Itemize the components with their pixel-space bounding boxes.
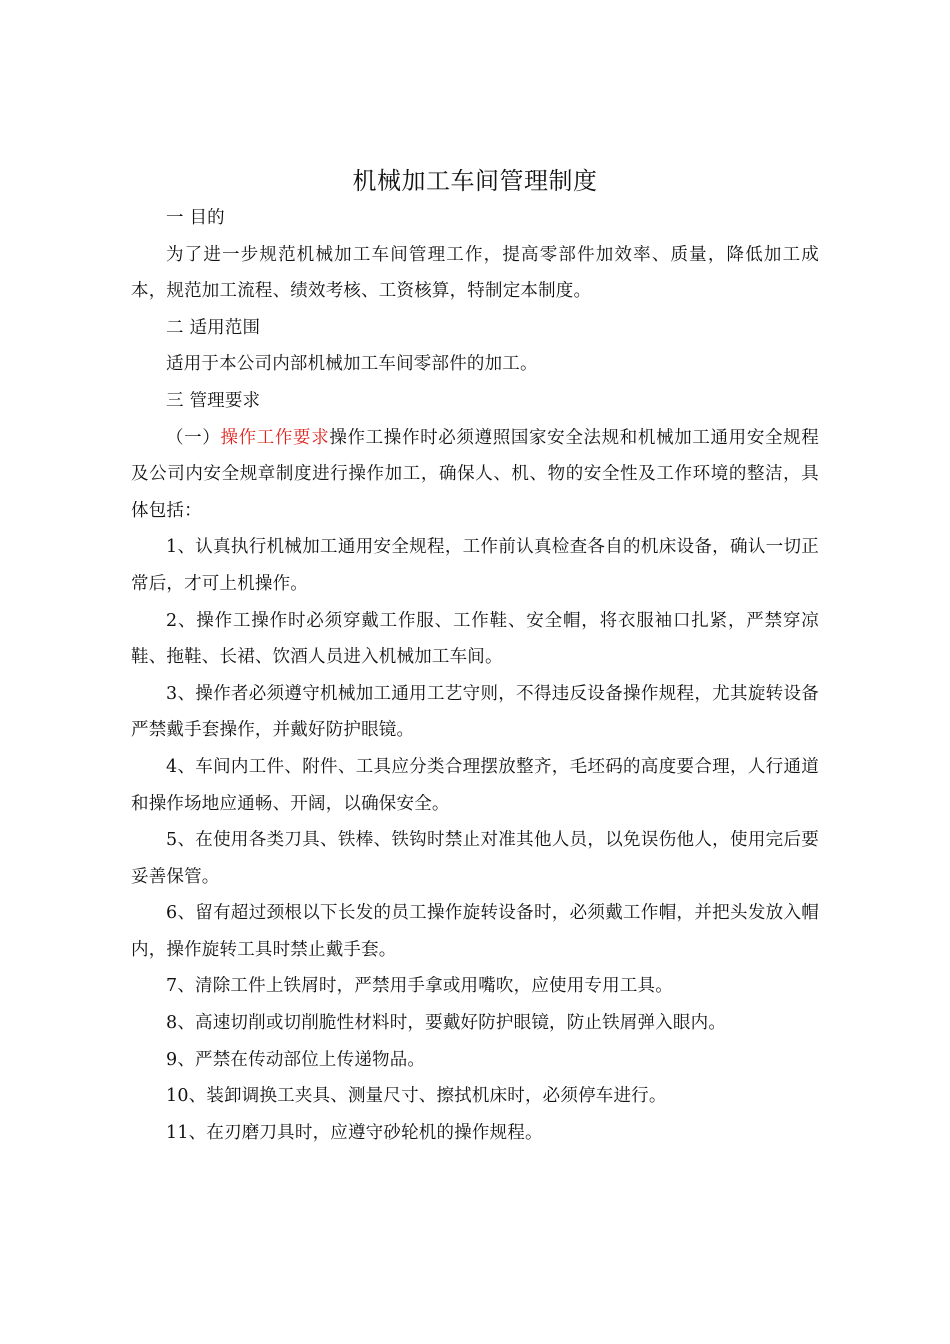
- subsection-prefix: （一）: [166, 427, 221, 448]
- list-item: 11、在刃磨刀具时，应遵守砂轮机的操作规程。: [166, 1122, 543, 1143]
- list-item: 2、操作工操作时必须穿戴工作服、工作鞋、安全帽，将衣服袖口扎紧，严禁穿凉鞋、拖鞋、长裙、饮酒人员进入机械加工车间。: [131, 610, 819, 668]
- document-title: 机械加工车间管理制度: [352, 167, 598, 195]
- list-item: 10、装卸调换工夹具、测量尺寸、擦拭机床时，必须停车进行。: [166, 1086, 667, 1107]
- list-item: 1、认真执行机械加工通用安全规程，工作前认真检查各自的机床设备，确认一切正常后，才可上机操作。: [131, 537, 819, 594]
- subsection-operation-requirements: [131, 420, 819, 530]
- section-body-purpose: 为了进一步规范机械加工车间管理工作，提高零部件加效率、质量，降低加工成本，规范加工流程、绩效考核、工资核算，特制定本制度。: [131, 244, 819, 302]
- section-heading-scope: 二 适用范围: [166, 317, 261, 338]
- section-body-scope: 适用于本公司内部机械加工车间零部件的加工。: [166, 354, 538, 375]
- list-item: 8、高速切削或切削脆性材料时，要戴好防护眼镜，防止铁屑弹入眼内。: [166, 1013, 727, 1034]
- list-item: 5、在使用各类刀具、铁棒、铁钩时禁止对准其他人员，以免误伤他人，使用完后要妥善保管。: [131, 830, 819, 887]
- list-item: 6、留有超过颈根以下长发的员工操作旋转设备时，必须戴工作帽，并把头发放入帽内，操作旋转工具时禁止戴手套。: [131, 903, 819, 960]
- list-item: 4、车间内工件、附件、工具应分类合理摆放整齐，毛坯码的高度要合理，人行通道和操作场地应通畅、开阔，以确保安全。: [131, 756, 819, 814]
- list-item: 7、清除工件上铁屑时，严禁用手拿或用嘴吹，应使用专用工具。: [166, 976, 673, 997]
- subsection-title-highlight: 操作工作要求: [220, 427, 330, 448]
- subsection-body: 操作工操作时必须遵照国家安全法规和机械加工通用安全规程及公司内安全规章制度进行操作加工，确保人、机、物的安全性及工作环境的整洁，具体包括：: [131, 427, 819, 521]
- list-item: 3、操作者必须遵守机械加工通用工艺守则，不得违反设备操作规程，尤其旋转设备严禁戴手套操作，并戴好防护眼镜。: [131, 683, 819, 741]
- section-heading-requirements: 三 管理要求: [166, 390, 261, 411]
- section-heading-purpose: 一 目的: [166, 208, 225, 228]
- list-item: 9、严禁在传动部位上传递物品。: [166, 1049, 426, 1070]
- document-body: [131, 200, 819, 1151]
